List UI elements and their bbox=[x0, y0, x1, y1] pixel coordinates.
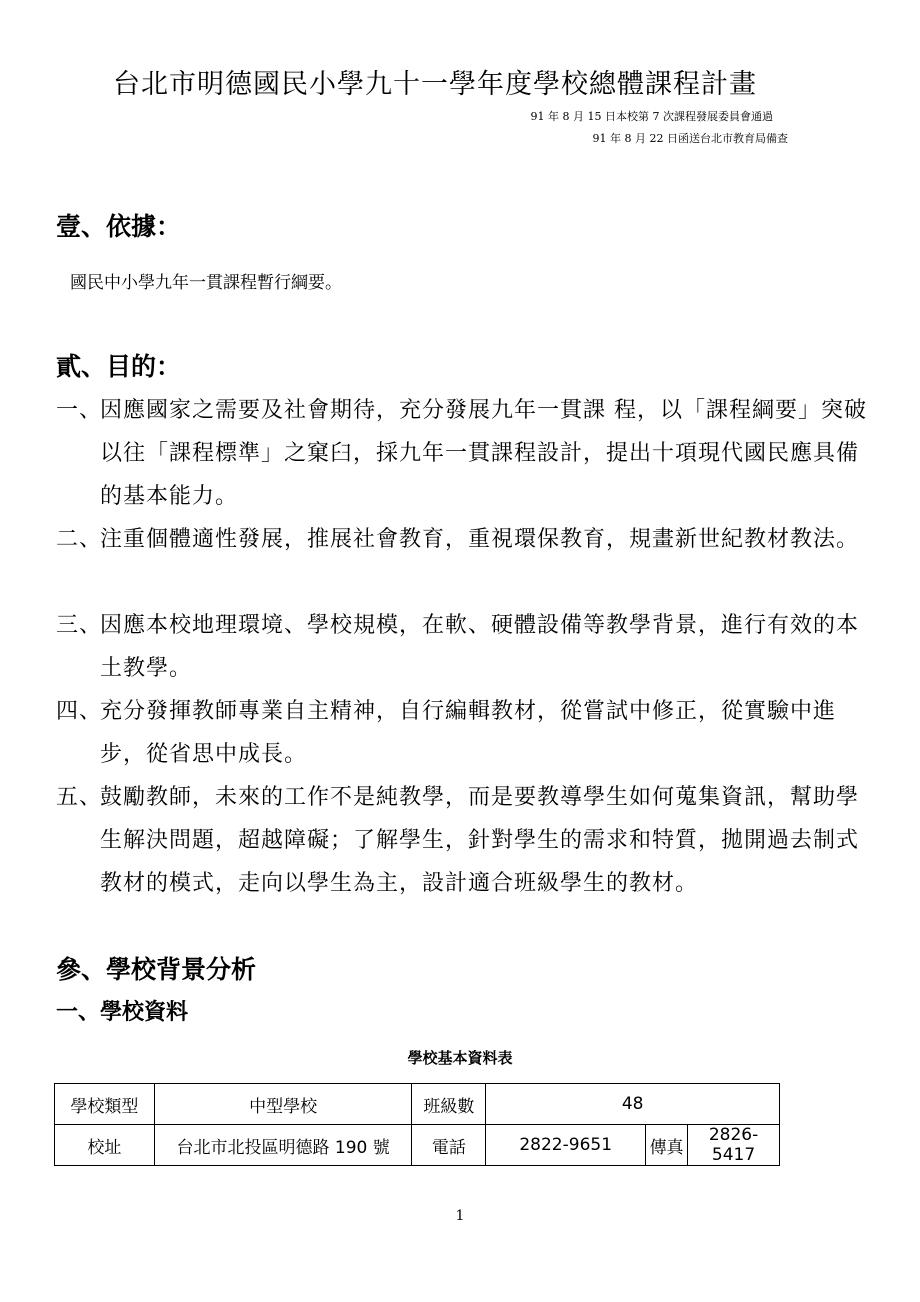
purpose-item-text: 鼓勵教師，未來的工作不是純教學，而是要教導學生如何蒐集資訊，幫助學生解決問題，超越障礙；了解學生，針對學生的需求和特質，拋開過去制式教材的模式，走向以學生為主，設計適合班級學生的教材。 bbox=[100, 785, 860, 896]
class-count-value: 48 bbox=[486, 1084, 780, 1125]
school-info-subheading: 一、學校資料 bbox=[56, 1000, 189, 1025]
purpose-item-number: 五、 bbox=[56, 785, 103, 810]
address-label: 校址 bbox=[55, 1125, 155, 1166]
purpose-item-text: 因應國家之需要及社會期待，充分發展九年一貫課 程，以「課程綱要」突破以往「課程標準」之窠臼，採九年一貫課程設計，提出十項現代國民應具備的基本能力。 bbox=[100, 398, 867, 509]
table-row bbox=[55, 1125, 780, 1166]
purpose-item bbox=[56, 776, 871, 905]
purpose-item bbox=[56, 690, 871, 776]
purpose-item-text: 注重個體適性發展，推展社會教育，重視環保教育，規畫新世紀教材教法。 bbox=[100, 527, 860, 552]
purpose-item-text: 因應本校地理環境、學校規模，在軟、硬體設備等教學背景，進行有效的本土教學。 bbox=[100, 613, 860, 681]
address-value: 台北市北投區明德路 190 號 bbox=[154, 1125, 412, 1166]
section-background-heading: 參、學校背景分析 bbox=[56, 955, 257, 984]
purpose-item-number: 四、 bbox=[56, 699, 103, 724]
section-basis-text: 國民中小學九年一貫課程暫行綱要。 bbox=[70, 273, 342, 293]
page-number: 1 bbox=[455, 1208, 465, 1224]
school-basic-info-table bbox=[54, 1083, 780, 1166]
school-type-label: 學校類型 bbox=[55, 1084, 155, 1125]
section-basis-heading: 壹、依據： bbox=[56, 212, 182, 241]
approval-note: 91 年 8 月 15 日本校第 7 次課程發展委員會通過 bbox=[530, 110, 773, 123]
purpose-item-number: 三、 bbox=[56, 613, 103, 638]
phone-value: 2822-9651 bbox=[486, 1125, 646, 1166]
phone-label: 電話 bbox=[412, 1125, 486, 1166]
purpose-item bbox=[56, 518, 871, 561]
fax-label: 傳真 bbox=[646, 1125, 688, 1166]
class-count-label: 班級數 bbox=[412, 1084, 486, 1125]
purpose-item bbox=[56, 389, 871, 518]
table-row bbox=[55, 1084, 780, 1125]
submission-note: 91 年 8 月 22 日函送台北市教育局備查 bbox=[592, 132, 788, 145]
purpose-item bbox=[56, 604, 871, 690]
purpose-item-number: 二、 bbox=[56, 527, 103, 552]
fax-value: 2826-5417 bbox=[688, 1125, 780, 1166]
purpose-item-number: 一、 bbox=[56, 398, 103, 423]
section-purpose-heading: 貳、目的： bbox=[56, 352, 182, 381]
purpose-item-text: 充分發揮教師專業自主精神，自行編輯教材，從嘗試中修正，從實驗中進步，從省思中成長。 bbox=[100, 699, 837, 767]
document-title: 台北市明德國民小學九十一學年度學校總體課程計畫 bbox=[113, 69, 757, 100]
table-caption: 學校基本資料表 bbox=[407, 1049, 513, 1067]
school-type-value: 中型學校 bbox=[154, 1084, 412, 1125]
